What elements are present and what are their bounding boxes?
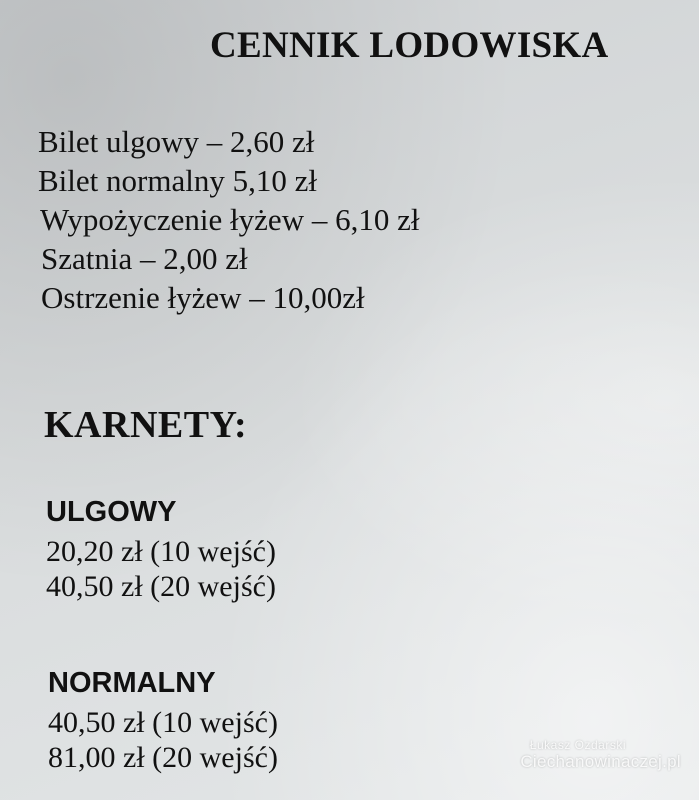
price-item-szatnia: Szatnia – 2,00 zł [41,241,248,276]
price-item-wypozyczenie-lyzew: Wypożyczenie łyżew – 6,10 zł [40,202,420,237]
karnet-normalny-item: 81,00 zł (20 wejść) [48,741,278,774]
karnety-heading: KARNETY: [44,404,248,446]
karnet-ulgowy-item: 40,50 zł (20 wejść) [46,570,276,603]
price-list [38,122,419,317]
karnet-group-ulgowy [46,494,276,604]
price-item-bilet-normalny: Bilet normalny 5,10 zł [38,163,317,198]
karnet-ulgowy-label: ULGOWY [46,496,177,528]
price-item-ostrzenie-lyzew: Ostrzenie łyżew – 10,00zł [41,280,365,315]
karnet-normalny-label: NORMALNY [48,667,216,699]
page-title: CENNIK LODOWISKA [210,25,609,66]
karnet-normalny-item: 40,50 zł (10 wejść) [48,706,278,739]
karnet-group-normalny [48,665,278,775]
karnet-ulgowy-item: 20,20 zł (10 wejść) [46,535,276,568]
watermark-site: Ciechanowinaczej.pl [520,752,681,771]
price-item-bilet-ulgowy: Bilet ulgowy – 2,60 zł [38,124,315,159]
photo-watermark [520,738,681,772]
watermark-author: Łukasz Ozdarski [529,738,626,752]
